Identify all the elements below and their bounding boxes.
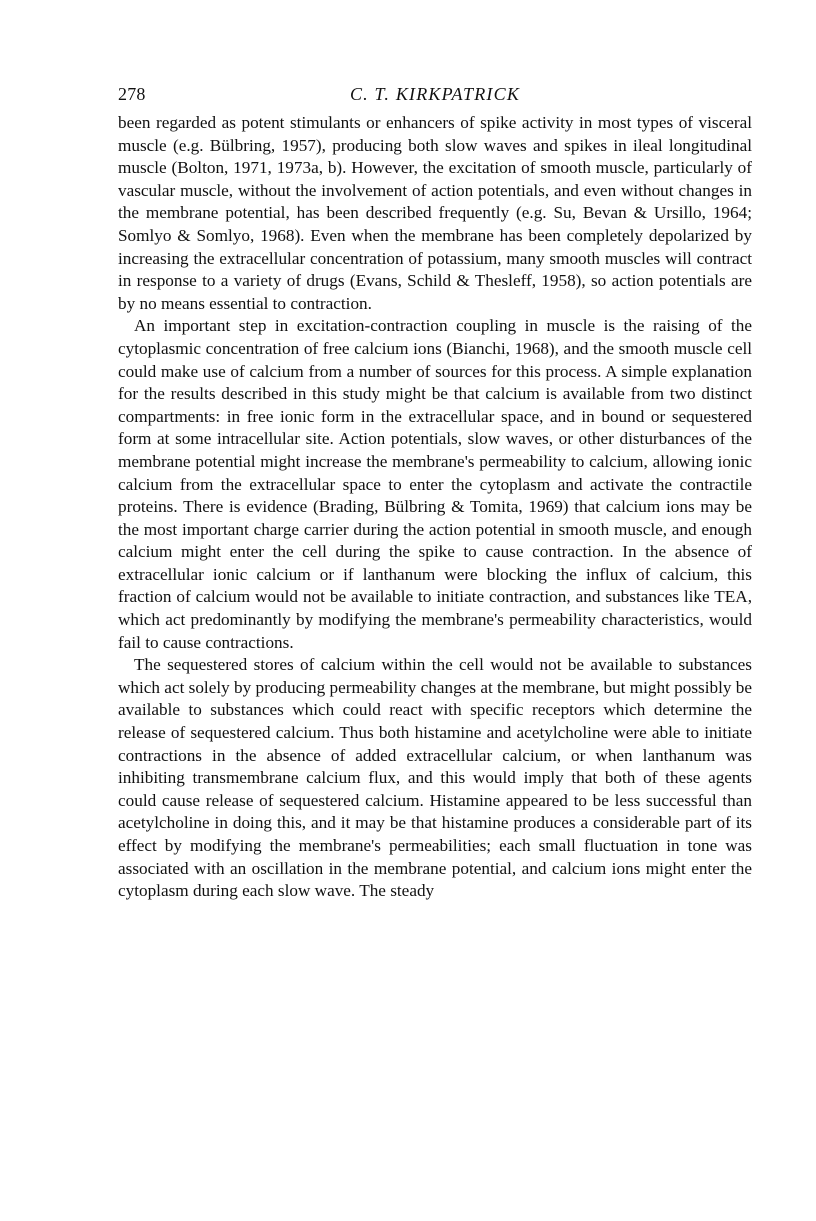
running-head [118,84,752,112]
paragraph-sequestered-stores: The sequestered stores of calcium within the cell would not be available to substances which act solely by producing permeability changes at the membrane, but might possibly be available to substances which could react with specific receptors which determine the release of sequestered calcium. Thus both histamine and acetylcholine were able to initiate contractions in the absence of added extracellular calcium, or when lanthanum was inhibiting transmembrane calcium flux, and this would imply that both of these agents could cause release of sequestered calcium. Histamine appeared to be less successful than acetylcholine in doing this, and it may be that histamine produces a considerable part of its effect by modifying the membrane's permeabilities; each small fluctuation in tone was associated with an oscillation in the membrane potential, and calcium ions might enter the cytoplasm during each slow wave. The steady [118,655,752,901]
page-number: 278 [118,84,146,104]
journal-page [118,84,752,903]
paragraph-continued: been regarded as potent stimulants or enhancers of spike activity in most types of visceral muscle (e.g. Bülbring, 1957), producing both slow waves and spikes in ileal longitudinal muscle (Bolton, 1971, 1973a, b). However, the excitation of smooth muscle, particularly of vascular muscle, without the involvement of action potentials, and even without changes in the membrane potential, has been described frequently (e.g. Su, Bevan & Ursillo, 1964; Somlyo & Somlyo, 1968). Even when the membrane has been completely depolarized by increasing the extracellular concentration of potassium, many smooth muscles will contract in response to a variety of drugs (Evans, Schild & Thesleff, 1958), so action potentials are by no means essential to contraction. [118,113,752,313]
running-head-author: C. T. KIRKPATRICK [349,84,521,104]
body-text [118,112,752,903]
paragraph-excitation-contraction: An important step in excitation-contraction coupling in muscle is the raising of the cytoplasmic concentration of free calcium ions (Bianchi, 1968), and the smooth muscle cell could make use of calcium from a number of sources for this process. A simple explanation for the results described in this study might be that calcium is available from two distinct compartments: in free ionic form in the extracellular space, and in bound or sequestered form at some intracellular site. Action potentials, slow waves, or other disturbances of the membrane potential might increase the membrane's permeability to calcium, allowing ionic calcium from the extracellular space to enter the cytoplasm and activate the contractile proteins. There is evidence (Brading, Bülbring & Tomita, 1969) that calcium ions may be the most important charge carrier during the action potential in smooth muscle, and enough calcium might enter the cell during the spike to cause contraction. In the absence of extracellular ionic calcium or if lanthanum were blocking the influx of calcium, this fraction of calcium would not be available to initiate contraction, and substances like TEA, which act predominantly by modifying the membrane's permeability characteristics, would fail to cause contractions. [118,316,752,652]
